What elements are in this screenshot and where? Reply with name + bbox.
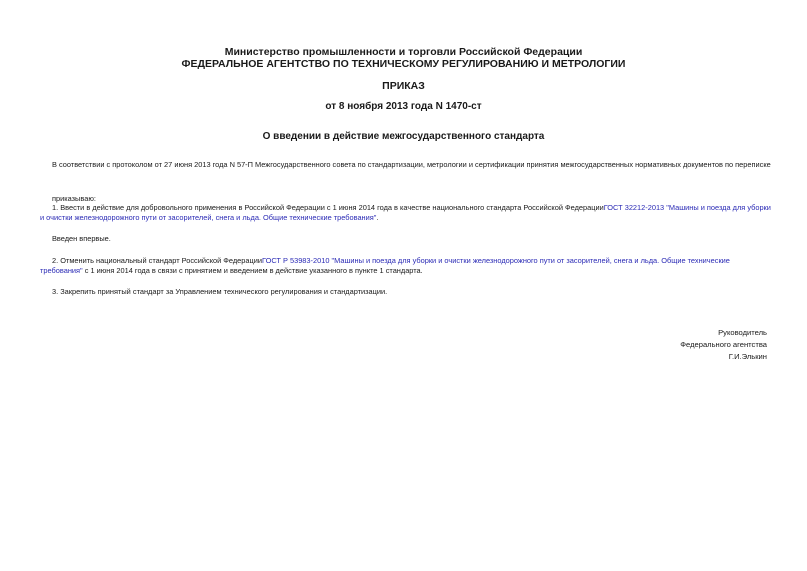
- order-date: от 8 ноября 2013 года N 1470-ст: [325, 101, 482, 112]
- order-subject: О введении в действие межгосударственного стандарта: [262, 131, 545, 142]
- gost-32212-link[interactable]: ГОСТ 32212-2013 "Машины и поезда для уборки и очистки железнодорожного пути от засорителей, снега и льда. Общие технические требования": [40, 203, 771, 222]
- first-introduced-note: Введен впервые.: [52, 234, 111, 243]
- signature-block: [680, 327, 767, 363]
- order-word: приказываю:: [52, 194, 96, 203]
- item-2-end: с 1 июня 2014 года в связи с принятием и введением в действие указанного в пункте 1 стандарта.: [82, 266, 423, 275]
- item-2-text: 2. Отменить национальный стандарт Российской Федерации: [52, 256, 262, 265]
- signature-position: Руководитель: [718, 328, 767, 337]
- document-header: [0, 46, 807, 70]
- item-1-text: 1. Ввести в действие для добровольного применения в Российской Федерации с 1 июня 2014 года в качестве национального стандарта Российской Федерации: [52, 203, 604, 212]
- item-1-paragraph: [40, 203, 772, 223]
- agency-name: ФЕДЕРАЛЬНОЕ АГЕНТСТВО ПО ТЕХНИЧЕСКОМУ РЕГУЛИРОВАНИЮ И МЕТРОЛОГИИ: [181, 58, 626, 70]
- signature-organization: Федерального агентства: [680, 340, 767, 349]
- signature-name: Г.И.Элькин: [728, 352, 767, 361]
- preamble-paragraph: В соответствии с протоколом от 27 июня 2013 года N 57-П Межгосударственного совета по стандартизации, метрологии и сертификации принятия межгосударственных нормативных документов по переписке: [52, 160, 771, 169]
- item-3-paragraph: 3. Закрепить принятый стандарт за Управлением технического регулирования и стандартизации.: [52, 287, 388, 296]
- gost-r-53983-link[interactable]: ГОСТ Р 53983-2010 "Машины и поезда для уборки и очистки железнодорожного пути от засорителей, снега и льда. Общие технические требования": [40, 256, 730, 275]
- order-title: ПРИКАЗ: [382, 80, 425, 92]
- item-1-end: .: [376, 213, 379, 222]
- ministry-name: Министерство промышленности и торговли Российской Федерации: [224, 46, 583, 58]
- item-2-paragraph: [40, 256, 772, 276]
